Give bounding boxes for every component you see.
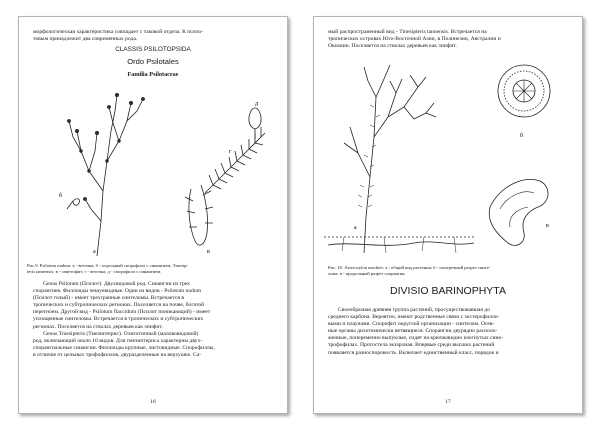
right-page [313,16,583,414]
order-heading: Ordo Psilotales [127,57,179,66]
figure-9-caption [27,263,279,275]
left-page [18,16,288,414]
text-line: мый распространенный вид - Tmesipteris tannensis. Встречается на [328,29,487,35]
label-a: а [93,249,96,255]
label-b: б [520,133,524,139]
right-body-text [328,307,568,357]
family-heading: Familia Psilotaceae [127,71,179,78]
figure-9-illustration [19,81,287,261]
text-line: уплощенные синтеломы. Встречается в тропических и субтропических [33,316,204,323]
text-line: род, включающий около 10 видов. Для тмезиптериса характерны двух- [33,337,203,344]
caption-line: Рис.9. Psilotum nudum: а - веточка; б - отдельный спорофилл с синангием; Tmesip- [27,263,189,268]
page-number: 17 [445,399,451,405]
division-heading: DIVISIO BARINOPHYTA [390,285,506,297]
class-heading: CLASSIS PSILOTOPSIDA [115,46,191,53]
page-number: 16 [150,399,156,405]
label-b: б [59,193,63,199]
text-line: перегноем. Другой вид - Psilotum flaccidum (Псилот поникающий) - имеет [33,309,211,316]
label-v: в [546,223,549,229]
caption-line: teris tannensis: в - гаметофит; г - веточка; д - спорофилл с синангием. [27,269,162,274]
label-v: в [207,249,210,255]
text-line: морфологическая характеристика совпадает с таковой отдела. К псило- [33,29,204,35]
text-line: трофофилах. Протостела экзархная. Впервые среди высших растений [328,342,495,349]
text-line: появляется разноспоровость. Включает единственный класс, порядок и [328,349,499,356]
label-d: д [255,101,259,107]
text-line: (Псилот голый) - имеет трехгранные синтеломы. Встречается в [33,295,184,302]
label-a: а [354,225,357,231]
text-line: товым принадлежит два современных рода. [33,36,138,43]
label-g: г [229,149,232,155]
left-body-text [33,281,273,359]
figure-10-illustration [314,57,582,257]
text-line: женные, попеременно выпуклые, сидят на крючковидно изогнутых сино- [328,335,504,342]
text-line: выми и плаунами. Спорофит округлой организации - синтелом. Осев- [328,321,495,328]
figure-10-caption [328,265,568,277]
left-intro [33,29,273,43]
text-line: в отличие от цельных трофофиллов, двуразделенные на верхушке. Са- [33,351,201,358]
text-line: регионах. Поселяется на стволах деревьев как эпифит. [33,323,163,330]
right-intro [328,29,568,50]
text-line: тропических и субтропических регионах. Поселяется на почве, богатой [33,302,205,309]
text-line: спорангиев. Филлоиды чешуевидные. Один из видов - Psilotum nudum [33,288,202,295]
text-line: Genus Tmesipteris (Тмезиптерис). Олиготипный (малововидовой) [43,330,199,337]
text-line: среднего карбона. Вероятно, имеют родственные связи с зостерофилло- [328,314,500,321]
text-line: спорангиальные синангии. Филлоиды крупные, листовидные. Спорофиллы, [33,344,215,351]
text-line: Океании. Поселяется на стволах деревьев как эпифит. [328,43,457,50]
text-line: ные органы дихотомически ветвящиеся. Спорангии двурядно располо- [328,328,498,335]
caption-line: Рис. 10. Asteroxylon mackiei: а - общий вид растения; б - поперечный разрез синте- [328,265,491,270]
text-line: Genus Psilotum (Псилот). Двухвидовой род. Синангии из трех [43,281,190,287]
text-line: тропических островах Юго-Восточной Азии, в Полинезии, Австралии и [328,36,501,43]
text-line: Своеобразная древняя группа растений, просуществовавшая до [338,307,491,313]
caption-line: лома; в - продольный разрез спорангия. [328,271,406,276]
